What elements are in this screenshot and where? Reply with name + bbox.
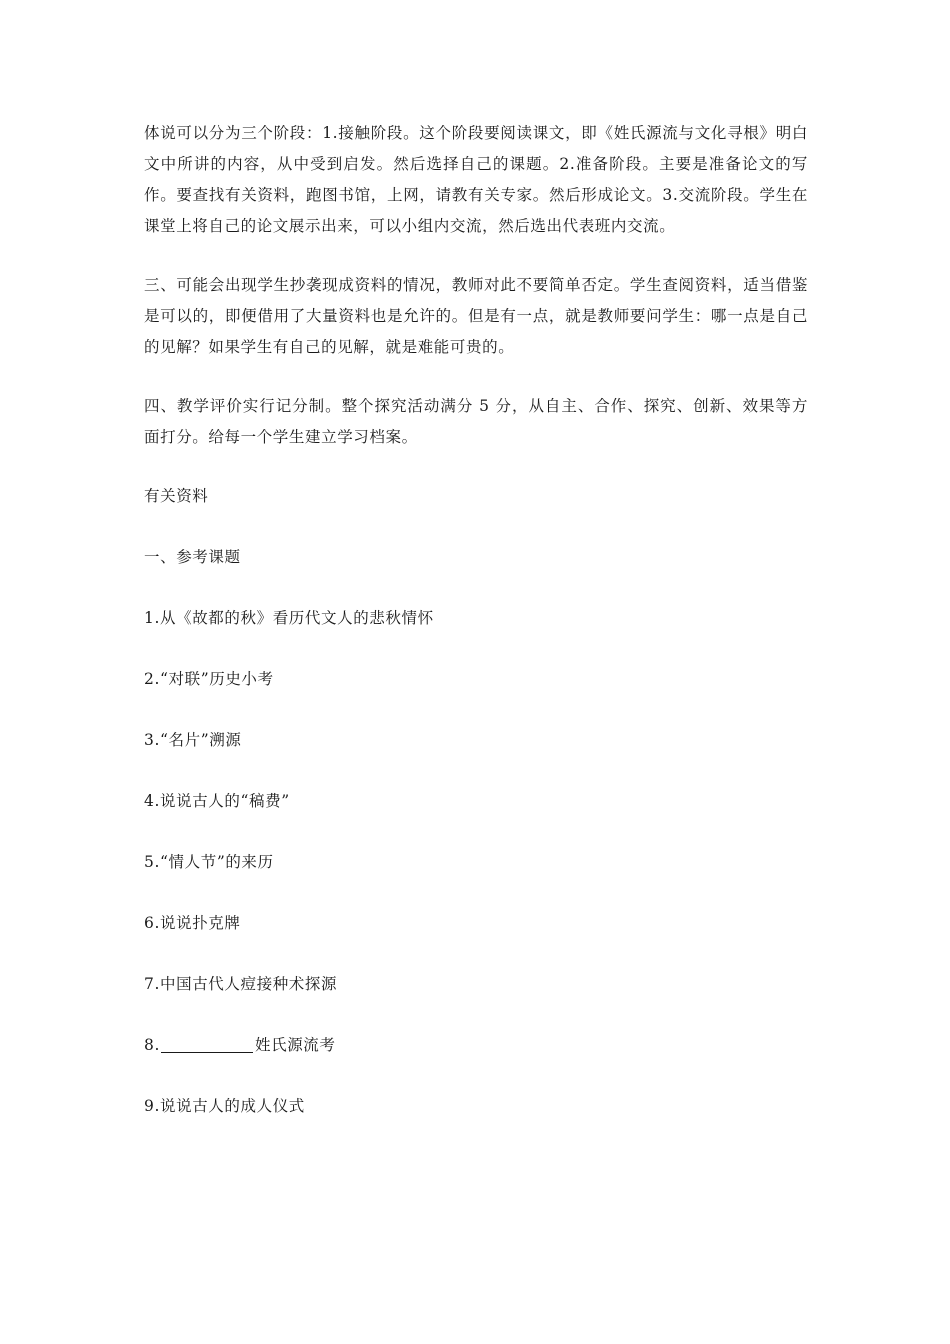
- topics-heading: 一、参考课题: [144, 548, 241, 566]
- topic-item-5: 5.“情人节”的来历: [144, 853, 274, 871]
- fill-in-blank-line: [161, 1034, 253, 1053]
- stage-paragraph: 体说可以分为三个阶段：1.接触阶段。这个阶段要阅读课文，即《姓氏源流与文化寻根》明白文中所讲的内容，从中受到启发。然后选择自己的课题。2.准备阶段。主要是准备论文的写作。要查找有关资料，跑图书馆，上网，请教有关专家。然后形成论文。3.交流阶段。学生在课堂上将自己的论文展示出来，可以小组内交流，然后选出代表班内交流。: [144, 124, 808, 235]
- document-page: [144, 118, 808, 1152]
- topic-8-number: 8.: [144, 1036, 160, 1054]
- topic-8-text: 姓氏源流考: [255, 1036, 336, 1054]
- point-four-paragraph: 四、教学评价实行记分制。整个探究活动满分 5 分，从自主、合作、探究、创新、效果等方面打分。给每一个学生建立学习档案。: [144, 397, 808, 446]
- topic-item-8: [144, 1030, 808, 1091]
- topic-item-7: 7.中国古代人痘接种术探源: [144, 975, 338, 993]
- topic-item-6: 6.说说扑克牌: [144, 914, 241, 932]
- point-three-paragraph: 三、可能会出现学生抄袭现成资料的情况，教师对此不要简单否定。学生查阅资料，适当借鉴是可以的，即便借用了大量资料也是允许的。但是有一点，就是教师要问学生：哪一点是自己的见解？如果学生有自己的见解，就是难能可贵的。: [144, 276, 808, 356]
- topic-item-2: 2.“对联”历史小考: [144, 670, 274, 688]
- topic-item-9: 9.说说古人的成人仪式: [144, 1097, 305, 1115]
- related-heading: 有关资料: [144, 487, 209, 505]
- topic-item-1: 1.从《故都的秋》看历代文人的悲秋情怀: [144, 609, 434, 627]
- topic-item-4: 4.说说古人的“稿费”: [144, 792, 290, 810]
- topic-item-3: 3.“名片”溯源: [144, 731, 242, 749]
